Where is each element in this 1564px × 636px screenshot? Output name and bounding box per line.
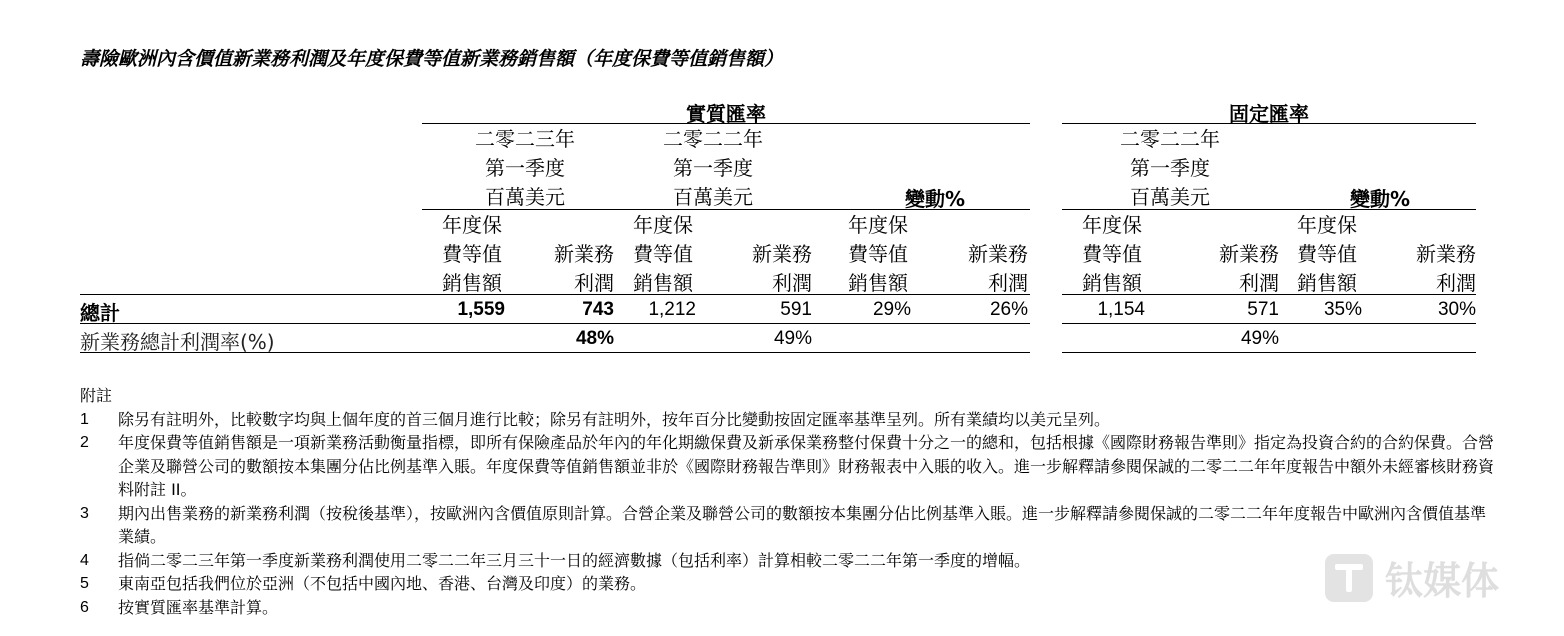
- footnotes: [80, 384, 1500, 619]
- subheader-ape: 年度保 費等值 銷售額: [633, 213, 693, 295]
- cell-total-ape-change-constant: 35%: [1323, 299, 1362, 320]
- tmtpost-logo-icon: [1325, 554, 1373, 602]
- subheader-vonb: 新業務 利潤: [752, 242, 812, 295]
- footnote-text: 東南亞包括我們位於亞洲（不包括中國內地、香港、台灣及印度）的業務。: [118, 574, 647, 593]
- group-header-constant: 固定匯率: [1229, 102, 1309, 126]
- footnote-text: 期內出售業務的新業務利潤（按稅後基準），按歐洲內含價值原則計算。合營企業及聯營公司的數額按本集團分佔比例基準入賬。進一步解釋請參閱保誠的二零二二年年度報告中歐洲內含價值基準業績。: [118, 503, 1487, 546]
- footnote-item: [80, 502, 1500, 549]
- footnote-number: 5: [80, 575, 89, 592]
- change-header-constant: 變動%: [1349, 187, 1411, 211]
- divider: [80, 352, 1030, 353]
- footnote-number: 1: [80, 410, 89, 428]
- divider: [80, 323, 1030, 324]
- footnote-number: 2: [80, 434, 89, 451]
- watermark: [1325, 550, 1499, 605]
- period-header-2022-constant: 二零二二年 第一季度 百萬美元: [1120, 127, 1220, 209]
- footnote-number: 3: [80, 504, 89, 522]
- divider: [1062, 323, 1476, 324]
- page-title: 壽險歐洲內含價值新業務利潤及年度保費等值新業務銷售額（年度保費等值銷售額）: [80, 48, 784, 70]
- divider: [1062, 209, 1476, 210]
- footnote-item: [80, 549, 1500, 573]
- subheader-ape: 年度保 費等值 銷售額: [442, 213, 502, 295]
- cell-total-vonb-change: 26%: [989, 299, 1028, 320]
- period-header-2022-actual: 二零二二年 第一季度 百萬美元: [663, 127, 763, 209]
- cell-total-ape-2022-constant: 1,154: [1097, 299, 1145, 320]
- subheader-vonb: 新業務 利潤: [554, 242, 614, 295]
- subheader-vonb: 新業務 利潤: [968, 242, 1028, 295]
- cell-total-vonb-2022-constant: 571: [1247, 299, 1279, 320]
- cell-margin-2022: 49%: [773, 328, 812, 349]
- footnote-text: 年度保費等值銷售額是一項新業務活動衡量指標，即所有保險產品於年內的年化期繳保費及新承保業務整付保費十分之一的總和，包括根據《國際財務報告準則》指定為投資合約的合約保費。合營企業及聯營公司的數額按本集團分佔比例基準入賬。年度保費等值銷售額並非於《國際財務報告準則》財務報表中入賬的收入。進一步解釋請參閱保誠的二零二二年年度報告中額外未經審核財務資料附註 II。: [118, 433, 1495, 499]
- divider: [1062, 294, 1476, 295]
- cell-total-vonb-2023: 743: [582, 299, 614, 320]
- cell-total-ape-change: 29%: [872, 299, 911, 320]
- footnote-text: 指倘二零二三年第一季度新業務利潤使用二零二二年三月三十一日的經濟數據（包括利率）計算相較二零二二年第一季度的增幅。: [118, 550, 1031, 570]
- subheader-ape: 年度保 費等值 銷售額: [848, 213, 908, 295]
- divider: [422, 209, 1030, 210]
- divider: [1062, 352, 1476, 353]
- cell-margin-2023: 48%: [575, 328, 614, 349]
- divider: [80, 294, 1030, 295]
- cell-total-ape-2023: 1,559: [457, 299, 505, 320]
- watermark-text: 钛媒体: [1385, 559, 1500, 603]
- footnote-item: [80, 431, 1500, 502]
- group-header-actual: 實質匯率: [686, 102, 766, 126]
- footnote-item: [80, 596, 1500, 620]
- subheader-vonb: 新業務 利潤: [1416, 242, 1476, 295]
- footnote-number: 6: [80, 598, 89, 616]
- row-label-margin: 新業務總計利潤率(%): [80, 330, 275, 354]
- subheader-ape: 年度保 費等值 銷售額: [1082, 213, 1142, 295]
- divider: [422, 123, 1030, 124]
- divider: [1062, 123, 1476, 124]
- cell-margin-2022-constant: 49%: [1240, 328, 1279, 349]
- footnotes-heading: 附註: [80, 386, 113, 405]
- footnote-text: 除另有註明外，比較數字均與上個年度的首三個月進行比較；除另有註明外，按年百分比變動按固定匯率基準呈列。所有業績均以美元呈列。: [118, 409, 1111, 429]
- period-header-2023-actual: 二零二三年 第一季度 百萬美元: [475, 127, 575, 209]
- cell-total-vonb-change-constant: 30%: [1437, 299, 1476, 320]
- footnote-text: 按實質匯率基準計算。: [118, 597, 279, 617]
- subheader-vonb: 新業務 利潤: [1219, 242, 1279, 295]
- footnote-number: 4: [80, 551, 89, 569]
- footnote-item: [80, 408, 1500, 432]
- change-header-actual: 變動%: [904, 187, 966, 211]
- row-label-total: 總計: [80, 301, 120, 325]
- subheader-ape: 年度保 費等值 銷售額: [1297, 213, 1357, 295]
- cell-total-ape-2022: 1,212: [648, 299, 696, 320]
- footnote-item: [80, 572, 1500, 596]
- cell-total-vonb-2022: 591: [780, 299, 812, 320]
